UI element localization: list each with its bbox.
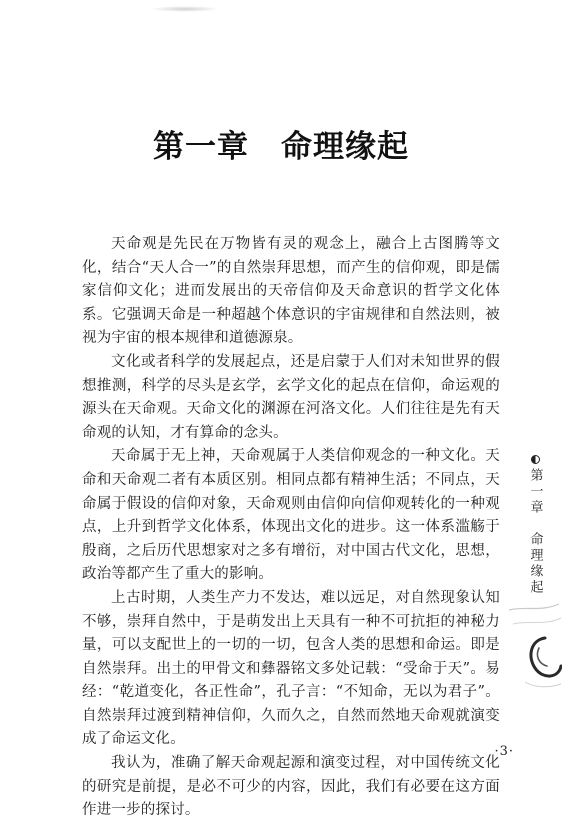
yin-yang-icon [531, 455, 540, 464]
paragraph: 上古时期，人类生产力不发达，难以远足，对自然现象认知不够，崇拜自然中，于是萌发出上天具有一种不可抗拒的神秘力量，可以支配世上的一切的一切，包含人类的思想和命运。即是自然崇拜。出土的甲骨文和彝器铭文多处记载：“受命于天”。易经：“乾道变化，各正性命”，孔子言：“不知命，无以为君子”。自然崇拜过渡到精神信仰，久而久之，自然而然地天命观就演变成了命运文化。 [82, 589, 500, 748]
side-tab-label: 第一章 命理缘起 [527, 468, 543, 596]
paragraph: 文化或者科学的发展起点，还是启蒙于人们对未知世界的假想推测，科学的尽头是玄学，玄学文化的起点在信仰，命运观的源头在天命观。天命文化的渊源在河洛文化。人们往往是先有天命观的认知，才有算命的念头。 [82, 353, 500, 441]
ink-swirl-decoration [505, 590, 562, 700]
chapter-side-tab [520, 455, 550, 596]
body-text [82, 233, 500, 823]
page-number: ·3· [494, 744, 514, 759]
paragraph: 天命属于无上神，天命观属于人类信仰观念的一种文化。天命和天命观二者有本质区别。相同点都有精神生活；不同点，天命属于假设的信仰对象，天命观则由信仰向信仰观转化的一种观点，上升到哲学文化体系，体现出文化的进步。这一体系滥觞于殷商，之后历代思想家对之多有增衍，对中国古代文化，思想，政治等都产生了重大的影响。 [82, 448, 500, 583]
paragraph: 天命观是先民在万物皆有灵的观念上，融合上古图腾等文化，结合“天人合一”的自然崇拜思想，而产生的信仰观，即是儒家信仰文化；进而发展出的天帝信仰及天命意识的哲学文化体系。它强调天命是一种超越个体意识的宇宙规律和自然法则，被视为宇宙的根本规律和道德源泉。 [82, 236, 500, 347]
paragraph: 我认为，准确了解天命观起源和演变过程，对中国传统文化的研究是前提，是必不可少的内容，因此，我们有必要在这方面作进一步的探讨。 [82, 755, 500, 819]
print-smudge [150, 6, 220, 12]
chapter-title: 第一章 命理缘起 [153, 128, 409, 165]
